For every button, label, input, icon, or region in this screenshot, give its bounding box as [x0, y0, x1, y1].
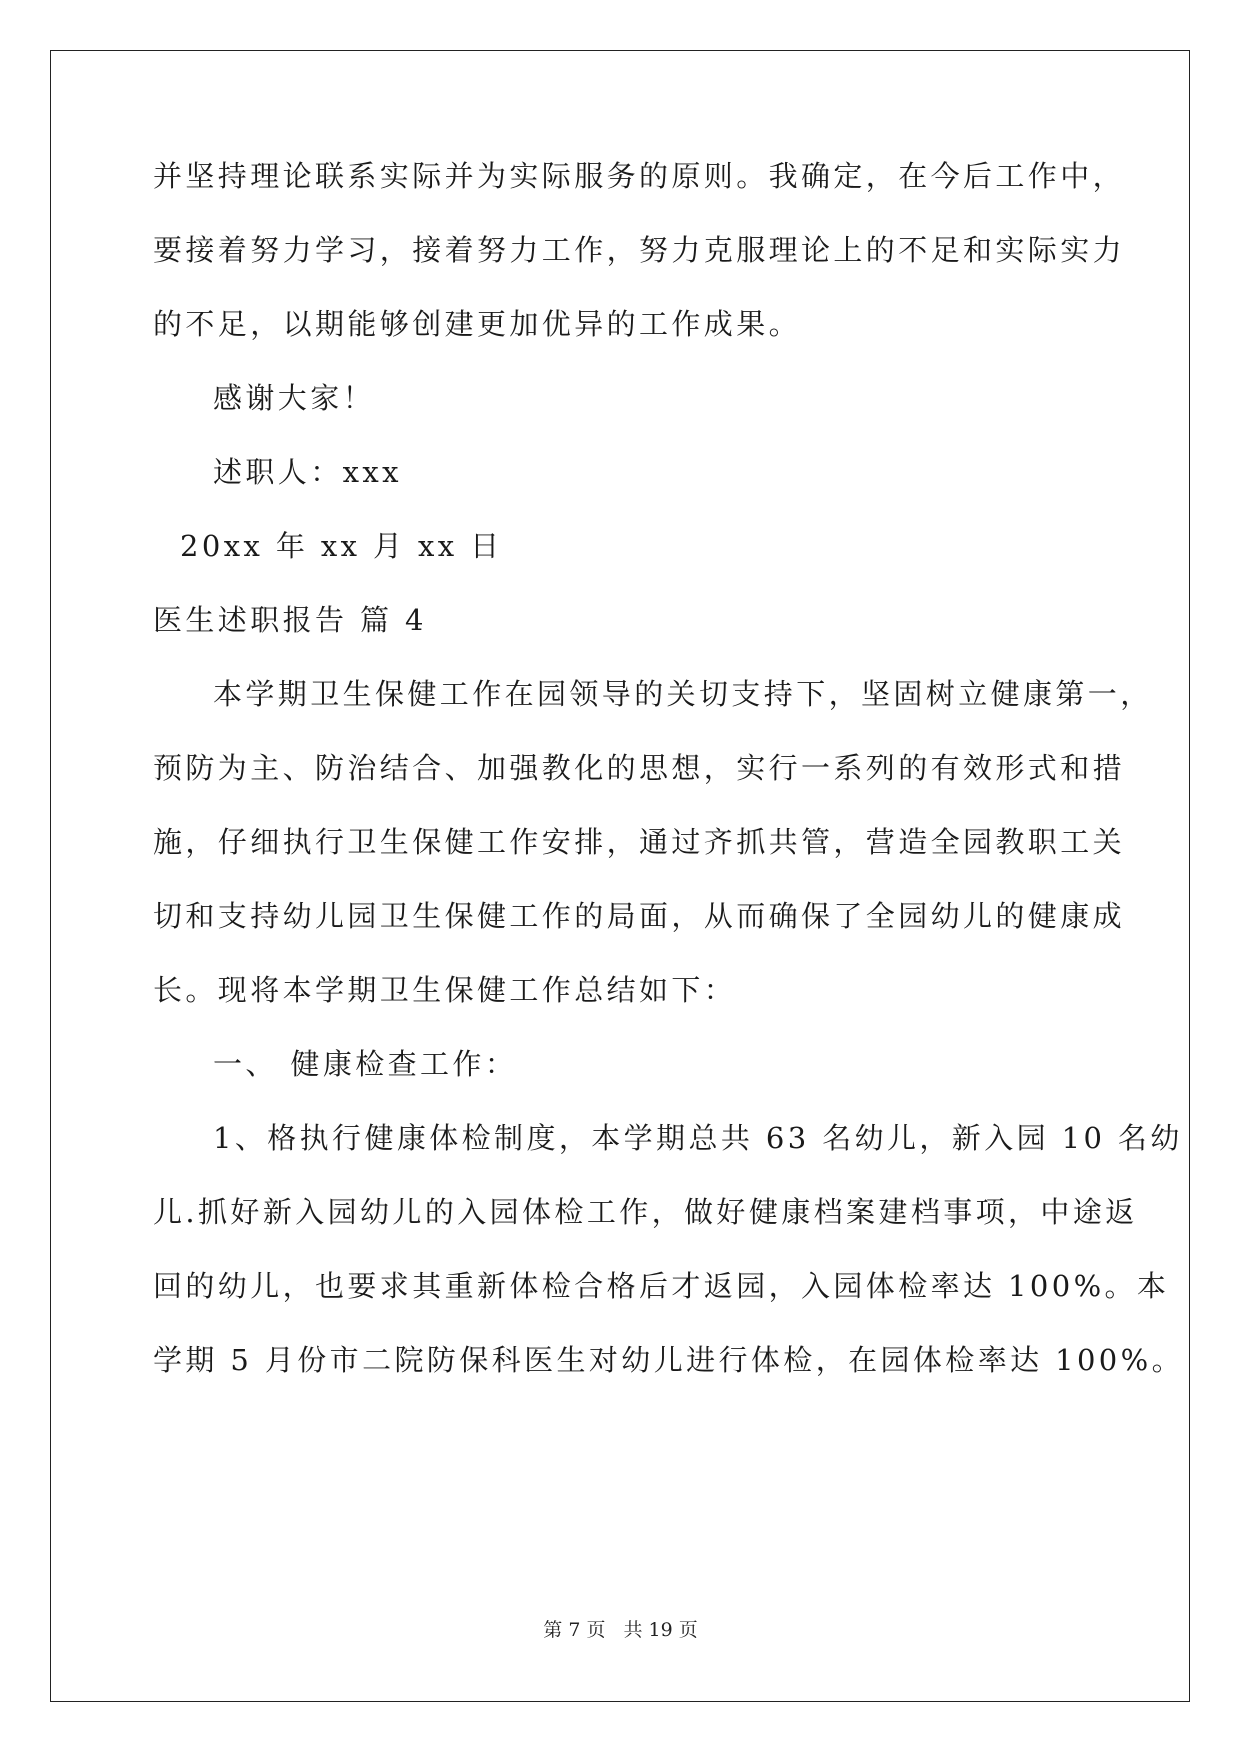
body-line: 要接着努力学习，接着努力工作，努力克服理论上的不足和实际实力	[153, 233, 1126, 267]
section-heading: 医生述职报告 篇 4	[153, 603, 427, 637]
page-total: 共 19 页	[623, 1619, 698, 1641]
body-line: 学期 5 月份市二院防保科医生对幼儿进行体检，在园体检率达 100%。	[153, 1343, 1185, 1377]
body-line: 本学期卫生保健工作在园领导的关切支持下，坚固树立健康第一，	[213, 677, 1153, 711]
page-border	[50, 50, 1190, 1702]
body-line: 并坚持理论联系实际并为实际服务的原则。我确定，在今后工作中，	[153, 159, 1126, 193]
body-line: 长。现将本学期卫生保健工作总结如下：	[153, 973, 737, 1007]
body-line: 预防为主、防治结合、加强教化的思想，实行一系列的有效形式和措	[153, 751, 1126, 785]
body-line: 的不足，以期能够创建更加优异的工作成果。	[153, 307, 802, 341]
body-line: 切和支持幼儿园卫生保健工作的局面，从而确保了全园幼儿的健康成	[153, 899, 1126, 933]
page-number: 第 7 页	[543, 1619, 606, 1641]
reporter-signature: 述职人：xxx	[213, 455, 402, 489]
body-line: 回的幼儿，也要求其重新体检合格后才返园，入园体检率达 100%。本	[153, 1269, 1170, 1303]
body-line: 1、格执行健康体检制度，本学期总共 63 名幼儿，新入园 10 名幼	[213, 1121, 1183, 1155]
body-line: 儿.抓好新入园幼儿的入园体检工作，做好健康档案建档事项，中途返	[153, 1195, 1138, 1229]
body-line: 施，仔细执行卫生保健工作安排，通过齐抓共管，营造全园教职工关	[153, 825, 1126, 859]
report-date: 20xx 年 xx 月 xx 日	[180, 529, 503, 563]
closing-thanks: 感谢大家！	[213, 381, 376, 415]
subsection-heading: 一、 健康检查工作：	[213, 1047, 518, 1081]
page-footer	[0, 1618, 1241, 1642]
